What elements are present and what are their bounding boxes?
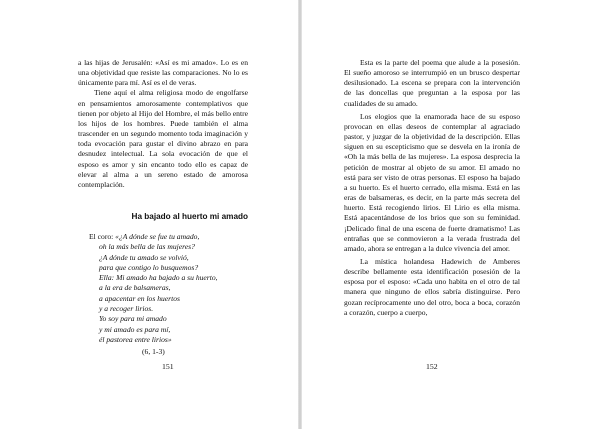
right-body-text bbox=[344, 58, 520, 318]
page-number: 151 bbox=[162, 362, 174, 371]
poem-line: a la era de balsameras, bbox=[99, 283, 171, 293]
poem-line: oh la más bella de las mujeres? bbox=[99, 242, 195, 252]
poem-block bbox=[89, 232, 249, 345]
poem-reference: (6, 1-3) bbox=[142, 347, 165, 356]
right-page bbox=[302, 0, 600, 429]
right-paragraph-2: Los elogios que la enamorada hace de su esposo provocan en ellas deseos de contemplar al agraciado pastor, y juzgar de la objetividad de la descripción. Ellas siguen en su escepticismo que se desvela en la ironía de «Oh la más bella de las mujeres». La esposa desprecia la petición de mostrar al objeto de su amor. El amado no está para ser visto de otras personas. El esposo ha bajado a su huerto. Es el huerto cerrado, ella misma. Está en las eras de balsameras, es decir, en la parte más secreta del huerto. Está recogiendo lirios. El Lirio es ella misma. Está apacentándose de los brios que son su feminidad. ¡Delicado final de una escena de fuerte dramatismo! Las entrañas que se conmovieron a la verada frustrada del amado, ahora se entregan a la dulce vivencia del amor. bbox=[344, 111, 520, 253]
poem-speaker: El coro: bbox=[89, 232, 114, 241]
poem-line: ¿A dónde tu amado se volvió, bbox=[99, 252, 189, 262]
poem-line: Ella: Mi amado ha bajado a su huerto, bbox=[99, 273, 218, 283]
poem-line bbox=[89, 232, 249, 242]
poem-line: él pastorea entre lirios» bbox=[99, 334, 172, 344]
left-paragraph-1: a las hijas de Jerusalén: «Así es mi amado». Lo es en una objetividad que resiste las comparaciones. No lo es únicamente para mí. Así es el de veras. bbox=[78, 58, 248, 88]
page-number: 152 bbox=[426, 362, 438, 371]
poem-line: Yo soy para mi amado bbox=[99, 314, 167, 324]
left-page bbox=[0, 0, 298, 429]
poem-line: a apacentar en los huertos bbox=[99, 293, 180, 303]
left-paragraph-2: Tiene aquí el alma religiosa modo de engolfarse en pensamientos amorosamente contemplativos que tienen por objeto al Hijo del Hombre, el más bello entre los hijos de los hombres. Puede también el alma trascender en un segundo momento toda imaginación y toda evocación para gustar el divino abrazo en para desnudez intelectual. La sola evocación de que el esposo es amor y sin encanto todo ello es capaz de elevar al alma a un sereno estado de amorosa contemplación. bbox=[78, 88, 248, 189]
left-body-text bbox=[78, 58, 248, 190]
poem-line: y mi amado es para mí, bbox=[99, 324, 171, 334]
right-paragraph-1: Esta es la parte del poema que alude a la posesión. El sueño amoroso se interrumpió en un brusco despertar desilusionado. La escena se prepara con la intervención de las doncellas que preguntan a la esposa por las cualidades de su amado. bbox=[344, 58, 520, 108]
poem-line: y a recoger lirios. bbox=[99, 304, 154, 314]
right-paragraph-3: La mística holandesa Hadewich de Amberes describe bellamente esta identificación posesión de la esposa por el esposo: «Cada uno habita en el otro de tal manera que ninguno de ellos sabría distinguirse. Pero gozan recíprocamente uno del otro, boca a boca, corazón a corazón, cuerpo a cuerpo, bbox=[344, 256, 520, 317]
poem-line: para que contigo lo busquemos? bbox=[99, 262, 199, 272]
poem-line-text: «¿A dónde se fue tu amado, bbox=[115, 232, 200, 241]
section-heading: Ha bajado al huerto mi amado bbox=[131, 212, 248, 221]
